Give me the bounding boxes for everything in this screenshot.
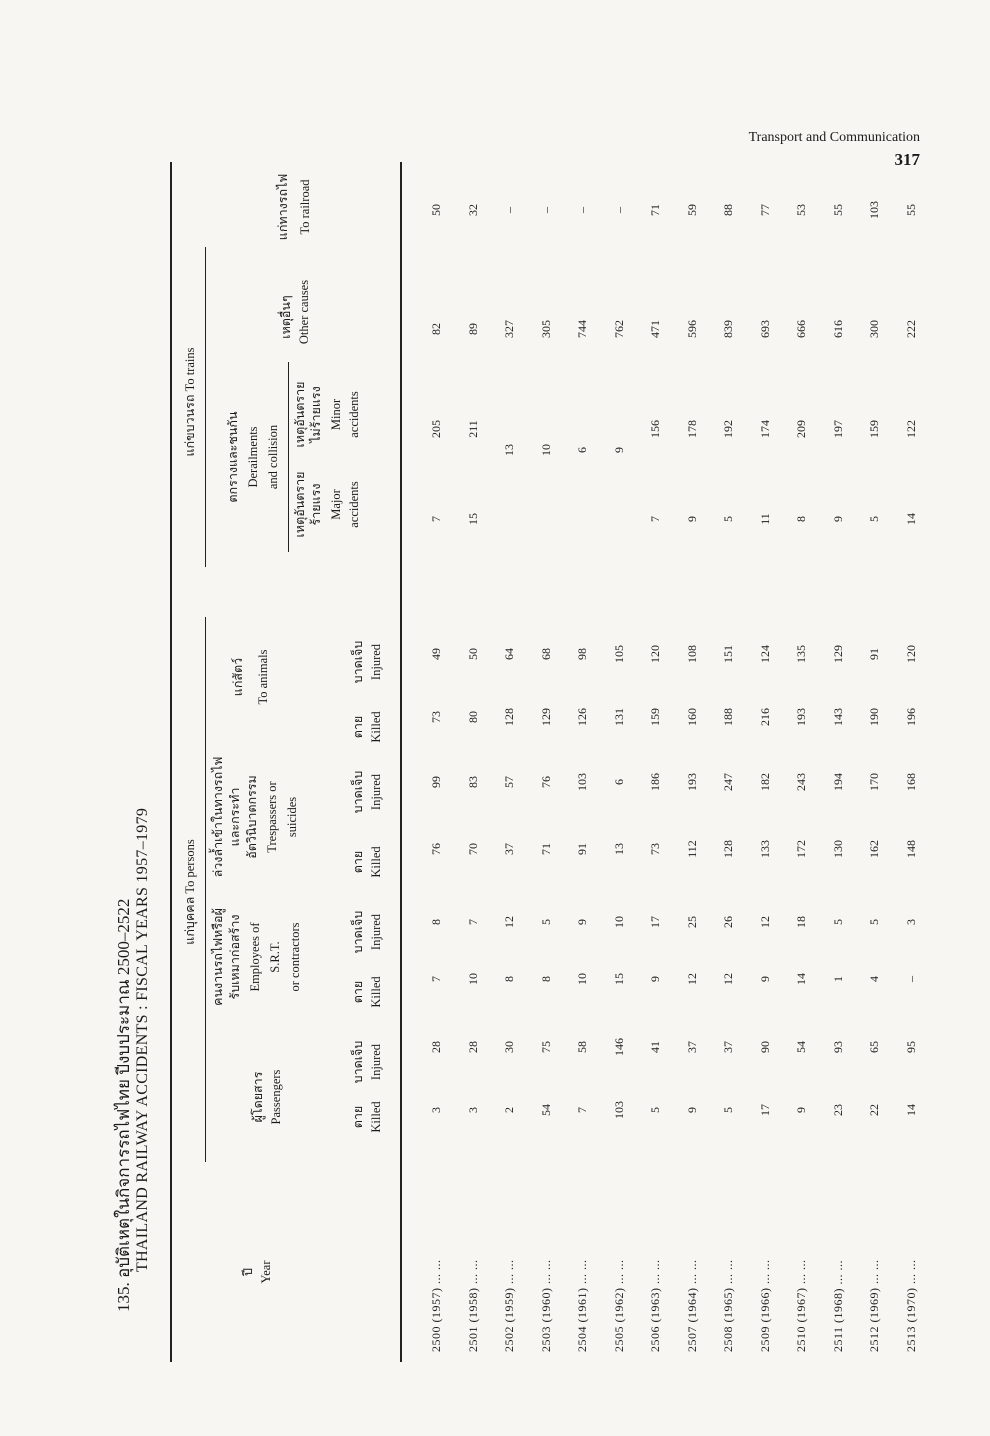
trespassers-killed-cell: 73 <box>648 843 662 855</box>
animals-killed-cell: 188 <box>721 708 735 726</box>
minor-accidents-cell: 178 <box>684 420 699 438</box>
killed-header-thai: ตาย <box>351 850 365 874</box>
animals-killed-cell: 143 <box>830 708 845 726</box>
animals-injured-cell: 108 <box>684 645 699 663</box>
trespassers-injured-cell: 193 <box>684 773 699 791</box>
passengers-killed-cell: 103 <box>611 1101 626 1119</box>
employees-header-3: Employees of <box>248 922 262 992</box>
minor-accidents-cell: 156 <box>648 420 662 438</box>
minor-accidents-cell: 205 <box>429 420 443 438</box>
other-causes-cell: 693 <box>757 320 772 338</box>
employees-killed-cell: 8 <box>502 976 516 982</box>
trespassers-killed-cell: 13 <box>611 843 626 855</box>
passengers-injured-cell: 75 <box>538 1041 553 1053</box>
employees-header-2: รับเหมาก่อสร้าง <box>228 914 242 1000</box>
animals-header: To animals <box>256 649 270 705</box>
passengers-injured-cell: 58 <box>575 1041 589 1053</box>
animals-injured-cell: 135 <box>794 645 808 663</box>
employees-killed-cell: 15 <box>611 973 626 985</box>
rotated-table-page <box>110 142 960 1392</box>
injured-header: Injured <box>369 1043 383 1081</box>
animals-injured-cell: 120 <box>648 645 662 663</box>
minor-accidents-cell: 122 <box>903 420 918 438</box>
trespassers-injured-cell: 6 <box>611 779 626 785</box>
passengers-injured-cell: 93 <box>830 1041 845 1053</box>
employees-injured-cell: 5 <box>538 919 553 925</box>
passengers-injured-cell: 95 <box>903 1041 918 1053</box>
year-cell: 2512 (1969) ... ... <box>867 1259 881 1352</box>
major-accidents-cell: 7 <box>648 516 662 522</box>
killed-header: Killed <box>369 711 383 743</box>
employees-injured-cell: 5 <box>867 919 881 925</box>
major-accidents-cell: 9 <box>830 516 845 522</box>
other-causes-header: Other causes <box>297 279 311 345</box>
killed-header: Killed <box>369 976 383 1008</box>
trespassers-injured-cell: 182 <box>757 773 772 791</box>
group-rule-trains <box>205 247 206 567</box>
trespassers-killed-cell: 112 <box>684 840 699 858</box>
other-causes-cell: 82 <box>429 323 443 335</box>
major-accidents-cell: 9 <box>684 516 699 522</box>
major-accidents-cell: 5 <box>721 516 735 522</box>
employees-injured-cell: 7 <box>465 919 480 925</box>
injured-header-thai: บาดเจ็บ <box>351 1040 365 1084</box>
trespassers-injured-cell: 83 <box>465 776 480 788</box>
other-causes-cell: 616 <box>830 320 845 338</box>
major-accidents-cell: 8 <box>794 516 808 522</box>
other-causes-header-thai: เหตุอื่นๆ <box>279 295 293 339</box>
animals-injured-cell: 98 <box>575 648 589 660</box>
employees-killed-cell: – <box>903 976 918 982</box>
other-causes-cell: 744 <box>575 320 589 338</box>
animals-killed-cell: 160 <box>684 708 699 726</box>
to-railroad-cell: 53 <box>794 204 808 216</box>
other-causes-cell: 327 <box>502 320 516 338</box>
to-railroad-cell: 71 <box>648 204 662 216</box>
passengers-killed-cell: 23 <box>830 1104 845 1116</box>
passengers-injured-cell: 41 <box>648 1041 662 1053</box>
employees-injured-cell: 9 <box>575 919 589 925</box>
other-causes-cell: 839 <box>721 320 735 338</box>
animals-killed-cell: 126 <box>575 708 589 726</box>
minor-accidents-cell: 197 <box>830 420 845 438</box>
animals-killed-cell: 73 <box>429 711 443 723</box>
employees-injured-cell: 12 <box>502 916 516 928</box>
year-cell: 2511 (1968) ... ... <box>830 1259 845 1352</box>
employees-killed-cell: 10 <box>465 973 480 985</box>
group-rule-derail <box>288 362 289 552</box>
employees-header-4: S.R.T. <box>268 941 282 973</box>
other-causes-cell: 222 <box>903 320 918 338</box>
other-causes-cell: 300 <box>867 320 881 338</box>
killed-header: Killed <box>369 846 383 878</box>
killed-header-thai: ตาย <box>351 1105 365 1129</box>
to-persons-header: แก่บุคคล To persons <box>183 839 197 945</box>
minor-header-1: เหตุอันตราย <box>293 381 307 448</box>
trespassers-killed-cell: 148 <box>903 840 918 858</box>
animals-injured-cell: 68 <box>538 648 553 660</box>
passengers-injured-cell: 30 <box>502 1041 516 1053</box>
year-cell: 2507 (1964) ... ... <box>684 1259 699 1352</box>
employees-killed-cell: 4 <box>867 976 881 982</box>
employees-header-5: or contractors <box>288 922 302 992</box>
other-causes-cell: 471 <box>648 320 662 338</box>
minor-header-3: Minor <box>329 398 343 431</box>
to-railroad-header: To railroad <box>298 179 312 235</box>
passengers-killed-cell: 17 <box>757 1104 772 1116</box>
passengers-killed-cell: 22 <box>867 1104 881 1116</box>
minor-accidents-cell: 209 <box>794 420 808 438</box>
passengers-injured-cell: 28 <box>429 1041 443 1053</box>
trespassers-injured-cell: 103 <box>575 773 589 791</box>
table-title-english: THAILAND RAILWAY ACCIDENTS : FISCAL YEARS 1957–1979 <box>134 807 151 1272</box>
animals-killed-cell: 190 <box>867 708 881 726</box>
major-accidents-cell: 5 <box>867 516 881 522</box>
passengers-injured-cell: 37 <box>721 1041 735 1053</box>
derailments-header-1: ตกรางและชนกัน <box>226 411 240 503</box>
major-accidents-cell: 6 <box>575 447 589 453</box>
major-accidents-cell: 13 <box>502 444 516 456</box>
passengers-killed-cell: 9 <box>684 1107 699 1113</box>
injured-header-thai: บาดเจ็บ <box>351 910 365 954</box>
major-header-3: Major <box>329 489 343 520</box>
injured-header-thai: บาดเจ็บ <box>351 640 365 684</box>
to-railroad-cell: – <box>575 207 589 213</box>
passengers-injured-cell: 146 <box>611 1038 626 1056</box>
employees-injured-cell: 8 <box>429 919 443 925</box>
employees-injured-cell: 17 <box>648 916 662 928</box>
passengers-killed-cell: 2 <box>502 1107 516 1113</box>
group-rule-persons <box>205 617 206 1162</box>
major-header-1: เหตุอันตราย <box>293 471 307 538</box>
trespassers-header-4: Trespassers or <box>265 781 279 853</box>
trespassers-killed-cell: 162 <box>867 840 881 858</box>
year-cell: 2505 (1962) ... ... <box>611 1259 626 1352</box>
other-causes-cell: 89 <box>465 323 480 335</box>
major-accidents-cell: 7 <box>429 516 443 522</box>
year-header-thai: ปี <box>241 1268 255 1276</box>
animals-killed-cell: 131 <box>611 708 626 726</box>
trespassers-killed-cell: 71 <box>538 843 553 855</box>
major-header-2: ร้ายแรง <box>309 483 323 526</box>
year-cell: 2509 (1966) ... ... <box>757 1259 772 1352</box>
to-railroad-header-thai: แก่ทางรถไฟ <box>276 173 290 241</box>
employees-killed-cell: 7 <box>429 976 443 982</box>
passengers-killed-cell: 7 <box>575 1107 589 1113</box>
year-cell: 2508 (1965) ... ... <box>721 1259 735 1352</box>
major-accidents-cell: 9 <box>611 447 626 453</box>
injured-header: Injured <box>369 643 383 681</box>
animals-killed-cell: 216 <box>757 708 772 726</box>
employees-injured-cell: 12 <box>757 916 772 928</box>
trespassers-injured-cell: 76 <box>538 776 553 788</box>
employees-injured-cell: 5 <box>830 919 845 925</box>
passengers-killed-cell: 5 <box>721 1107 735 1113</box>
major-accidents-cell: 11 <box>757 513 772 525</box>
employees-killed-cell: 1 <box>830 976 845 982</box>
trespassers-header-1: ล่วงล้ำเข้าในทางรถไฟ <box>211 756 225 878</box>
trespassers-killed-cell: 128 <box>721 840 735 858</box>
animals-killed-cell: 196 <box>903 708 918 726</box>
trespassers-injured-cell: 99 <box>429 776 443 788</box>
animals-killed-cell: 159 <box>648 708 662 726</box>
passengers-killed-cell: 54 <box>538 1104 553 1116</box>
to-railroad-cell: 77 <box>757 204 772 216</box>
to-railroad-cell: 103 <box>867 201 881 219</box>
year-cell: 2504 (1961) ... ... <box>575 1259 589 1352</box>
trespassers-header-3: อัตวินิบาตกรรม <box>245 775 259 859</box>
trespassers-killed-cell: 37 <box>502 843 516 855</box>
employees-injured-cell: 25 <box>684 916 699 928</box>
minor-accidents-cell: 159 <box>867 420 881 438</box>
animals-killed-cell: 193 <box>794 708 808 726</box>
employees-injured-cell: 26 <box>721 916 735 928</box>
page-number: 317 <box>894 150 920 169</box>
employees-killed-cell: 10 <box>575 973 589 985</box>
to-railroad-cell: 50 <box>429 204 443 216</box>
animals-injured-cell: 91 <box>867 648 881 660</box>
to-railroad-cell: – <box>538 207 553 213</box>
minor-accidents-cell: 174 <box>757 420 772 438</box>
killed-header-thai: ตาย <box>351 715 365 739</box>
to-railroad-cell: 32 <box>465 204 480 216</box>
killed-header: Killed <box>369 1101 383 1133</box>
employees-injured-cell: 10 <box>611 916 626 928</box>
year-cell: 2513 (1970) ... ... <box>903 1259 918 1352</box>
passengers-injured-cell: 54 <box>794 1041 808 1053</box>
to-railroad-cell: 55 <box>903 204 918 216</box>
animals-injured-cell: 105 <box>611 645 626 663</box>
to-trains-header: แก่ขบวนรถ To trains <box>183 347 197 457</box>
passengers-killed-cell: 3 <box>465 1107 480 1113</box>
trespassers-killed-cell: 133 <box>757 840 772 858</box>
other-causes-cell: 305 <box>538 320 553 338</box>
trespassers-injured-cell: 247 <box>721 773 735 791</box>
animals-injured-cell: 151 <box>721 645 735 663</box>
employees-killed-cell: 8 <box>538 976 553 982</box>
year-cell: 2502 (1959) ... ... <box>502 1259 516 1352</box>
trespassers-header-5: suicides <box>285 796 299 838</box>
derailments-header-2: Derailments <box>246 426 260 488</box>
trespassers-killed-cell: 172 <box>794 840 808 858</box>
animals-injured-cell: 64 <box>502 648 516 660</box>
passengers-injured-cell: 37 <box>684 1041 699 1053</box>
employees-injured-cell: 18 <box>794 916 808 928</box>
to-railroad-cell: – <box>611 207 626 213</box>
derailments-header-3: and collision <box>266 424 280 490</box>
section-header: Transport and Communication <box>748 130 920 145</box>
animals-killed-cell: 129 <box>538 708 553 726</box>
employees-header-1: คนงานรถไฟหรือผู้ <box>211 908 225 1006</box>
employees-killed-cell: 9 <box>757 976 772 982</box>
major-header-4: accidents <box>347 481 361 528</box>
minor-header-2: ไม่ร้ายแรง <box>309 386 323 443</box>
passengers-injured-cell: 65 <box>867 1041 881 1053</box>
passengers-injured-cell: 90 <box>757 1041 772 1053</box>
trespassers-injured-cell: 168 <box>903 773 918 791</box>
other-causes-cell: 762 <box>611 320 626 338</box>
major-accidents-cell: 14 <box>903 513 918 525</box>
passengers-injured-cell: 28 <box>465 1041 480 1053</box>
header-bottom-rule <box>400 162 402 1362</box>
other-causes-cell: 596 <box>684 320 699 338</box>
animals-injured-cell: 120 <box>903 645 918 663</box>
major-accidents-cell: 15 <box>465 513 480 525</box>
to-railroad-cell: 88 <box>721 204 735 216</box>
other-causes-cell: 666 <box>794 320 808 338</box>
injured-header-thai: บาดเจ็บ <box>351 770 365 814</box>
passengers-killed-cell: 5 <box>648 1107 662 1113</box>
trespassers-killed-cell: 76 <box>429 843 443 855</box>
top-rule <box>170 162 172 1362</box>
minor-accidents-cell: 211 <box>465 420 480 438</box>
employees-killed-cell: 12 <box>684 973 699 985</box>
animals-header-thai: แก่สัตว์ <box>231 657 245 697</box>
passengers-header-thai: ผู้โดยสาร <box>251 1071 265 1123</box>
minor-accidents-cell: 192 <box>721 420 735 438</box>
killed-header-thai: ตาย <box>351 980 365 1004</box>
trespassers-killed-cell: 130 <box>830 840 845 858</box>
table-title-thai: 135. อุบัติเหตุในกิจการรถไฟไทย ปีงบประมาณ 2500–2522 <box>114 898 133 1312</box>
animals-killed-cell: 128 <box>502 708 516 726</box>
trespassers-injured-cell: 194 <box>830 773 845 791</box>
passengers-killed-cell: 3 <box>429 1107 443 1113</box>
year-cell: 2503 (1960) ... ... <box>538 1259 553 1352</box>
trespassers-injured-cell: 170 <box>867 773 881 791</box>
animals-injured-cell: 124 <box>757 645 772 663</box>
trespassers-injured-cell: 57 <box>502 776 516 788</box>
passengers-killed-cell: 9 <box>794 1107 808 1113</box>
year-cell: 2506 (1963) ... ... <box>648 1259 662 1352</box>
year-cell: 2510 (1967) ... ... <box>794 1259 808 1352</box>
animals-injured-cell: 49 <box>429 648 443 660</box>
animals-injured-cell: 129 <box>830 645 845 663</box>
trespassers-injured-cell: 243 <box>794 773 808 791</box>
employees-killed-cell: 14 <box>794 973 808 985</box>
trespassers-header-2: และกระทำ <box>228 787 242 847</box>
passengers-header: Passengers <box>269 1069 283 1125</box>
to-railroad-cell: – <box>502 207 516 213</box>
trespassers-killed-cell: 91 <box>575 843 589 855</box>
employees-killed-cell: 9 <box>648 976 662 982</box>
year-cell: 2501 (1958) ... ... <box>465 1259 480 1352</box>
injured-header: Injured <box>369 773 383 811</box>
employees-killed-cell: 12 <box>721 973 735 985</box>
minor-header-4: accidents <box>347 391 361 438</box>
year-header: Year <box>259 1260 273 1284</box>
year-cell: 2500 (1957) ... ... <box>429 1259 443 1352</box>
animals-killed-cell: 80 <box>465 711 480 723</box>
trespassers-killed-cell: 70 <box>465 843 480 855</box>
injured-header: Injured <box>369 913 383 951</box>
to-railroad-cell: 55 <box>830 204 845 216</box>
animals-injured-cell: 50 <box>465 648 480 660</box>
major-accidents-cell: 10 <box>538 444 553 456</box>
trespassers-injured-cell: 186 <box>648 773 662 791</box>
to-railroad-cell: 59 <box>684 204 699 216</box>
employees-injured-cell: 3 <box>903 919 918 925</box>
passengers-killed-cell: 14 <box>903 1104 918 1116</box>
